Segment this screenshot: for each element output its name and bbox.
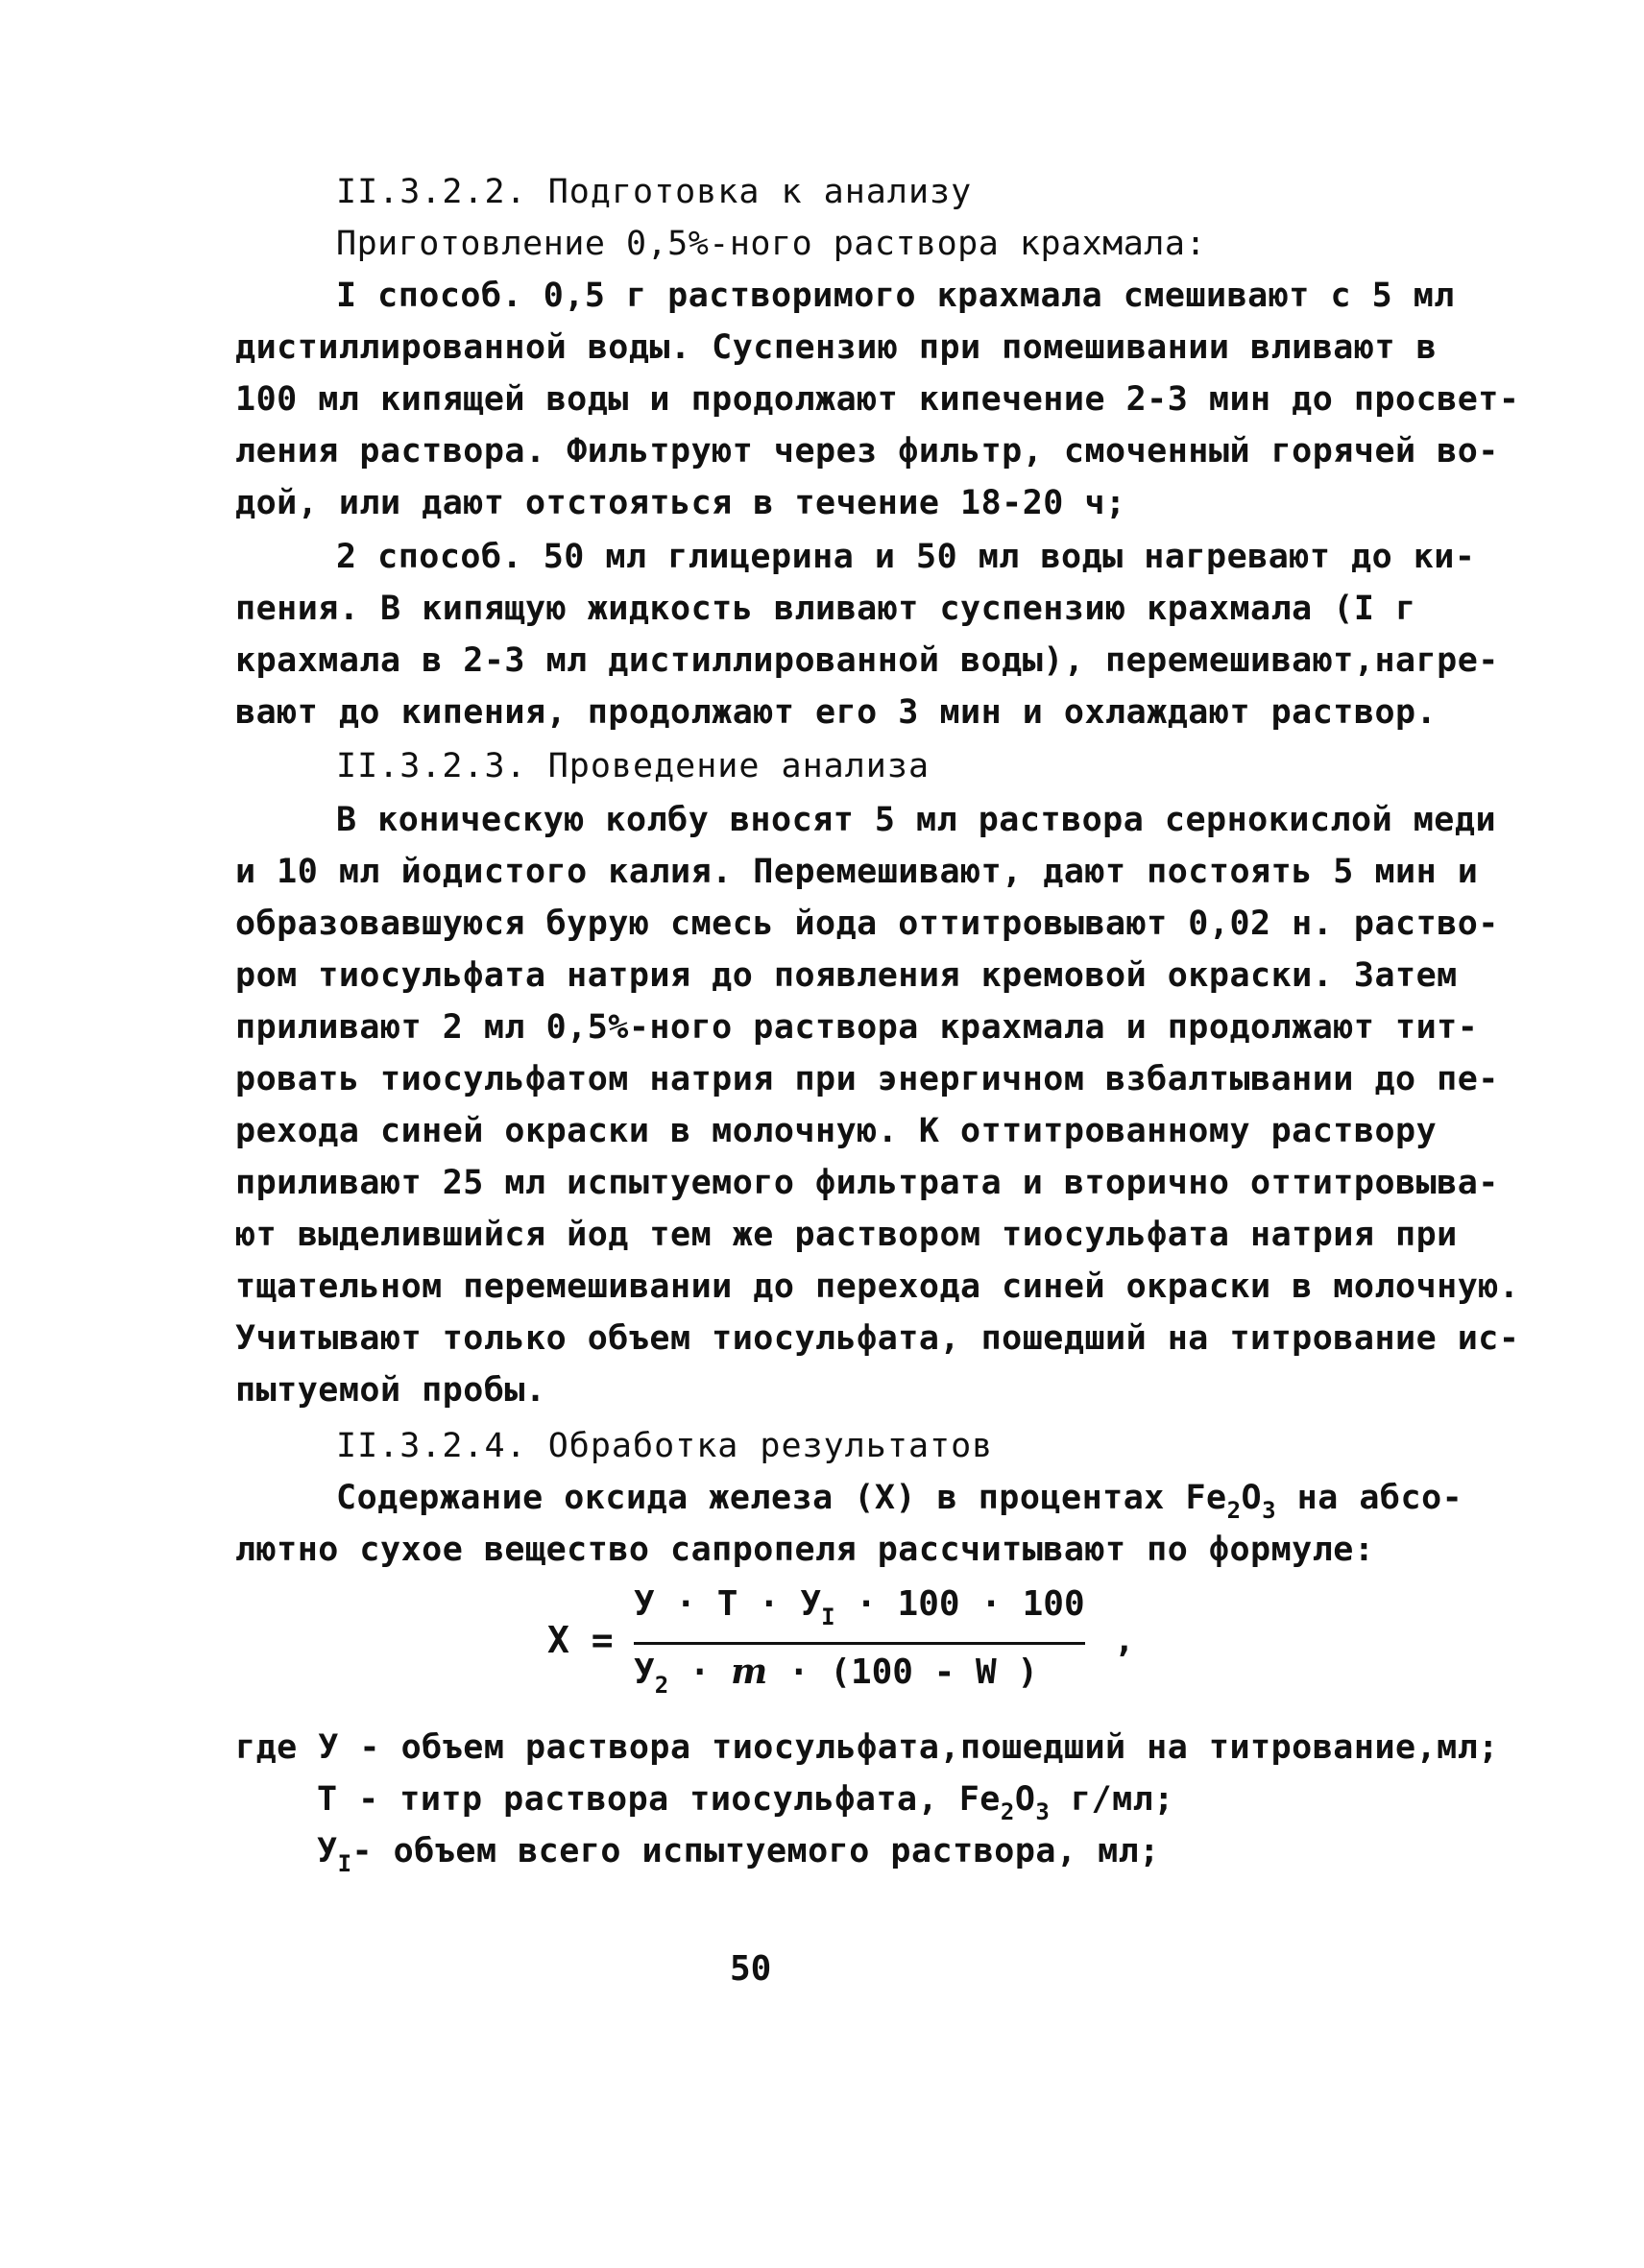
method2-line: пения. В кипящую жидкость вливают суспензию крахмала (I г bbox=[235, 590, 1416, 628]
fraction-bar bbox=[634, 1642, 1085, 1645]
method2-line: крахмала в 2-3 мл дистиллированной воды), перемешивают,нагре- bbox=[235, 641, 1499, 680]
analysis-line: пытуемой пробы. bbox=[235, 1371, 546, 1410]
formula-numerator bbox=[634, 1584, 1085, 1630]
definition-text: г/мл; bbox=[1050, 1780, 1174, 1819]
formula-lhs: X = bbox=[547, 1619, 614, 1661]
starch-solution-subheading: Приготовление 0,5%-ного раствора крахмала: bbox=[336, 225, 1207, 263]
subscript: 3 bbox=[1035, 1798, 1051, 1825]
subscript: 2 bbox=[1000, 1798, 1015, 1825]
section-heading-analysis: II.3.2.3. Проведение анализа bbox=[336, 747, 931, 785]
section-heading-preparation: II.3.2.2. Подготовка к анализу bbox=[336, 173, 973, 211]
analysis-line: ровать тиосульфатом натрия при энергичном взбалтывании до пе- bbox=[235, 1060, 1499, 1098]
results-line bbox=[336, 1479, 1463, 1524]
subscript: 2 bbox=[1226, 1497, 1242, 1524]
method1-line: 100 мл кипящей воды и продолжают кипечение 2-3 мин до просвет- bbox=[235, 380, 1520, 419]
results-line-text: на абсо- bbox=[1276, 1479, 1463, 1517]
method1-line: дой, или дают отстояться в течение 18-20 ч; bbox=[235, 484, 1126, 522]
analysis-line: В коническую колбу вносят 5 мл раствора сернокислой меди bbox=[336, 801, 1497, 839]
method2-line: вают до кипения, продолжают его 3 мин и охлаждают раствор. bbox=[235, 693, 1438, 732]
iron-oxide-formula bbox=[538, 1584, 1152, 1709]
analysis-line: образовавшуюся бурую смесь йода оттитровывают 0,02 н. раство- bbox=[235, 905, 1499, 943]
analysis-line: тщательном перемешивании до перехода синей окраски в молочную. bbox=[235, 1267, 1520, 1306]
formula-part: У · Т · У bbox=[634, 1584, 822, 1624]
page-number: 50 bbox=[730, 1949, 772, 1989]
analysis-line: и 10 мл йодистого калия. Перемешивают, дают постоять 5 мин и bbox=[235, 853, 1479, 891]
definition-line: где У - объем раствора тиосульфата,пошедший на титрование,мл; bbox=[235, 1728, 1499, 1767]
results-line: лютно сухое вещество сапропеля рассчитывают по формуле: bbox=[235, 1531, 1375, 1569]
formula-comma: , bbox=[1114, 1621, 1135, 1660]
subscript: 2 bbox=[654, 1672, 669, 1699]
analysis-line: Учитывают только объем тиосульфата, пошедший на титрование ис- bbox=[235, 1319, 1520, 1358]
subscript: 3 bbox=[1262, 1497, 1277, 1524]
analysis-line: приливают 2 мл 0,5%-ного раствора крахмала и продолжают тит- bbox=[235, 1008, 1479, 1047]
formula-part: · 100 · 100 bbox=[834, 1584, 1085, 1624]
method2-line: 2 способ. 50 мл глицерина и 50 мл воды нагревают до ки- bbox=[336, 538, 1476, 576]
formula-part: · (100 - W ) bbox=[767, 1653, 1039, 1692]
definition-line bbox=[317, 1780, 1174, 1825]
definition-text: У bbox=[317, 1832, 338, 1870]
definition-line bbox=[317, 1832, 1160, 1877]
definition-text: Т - титр раствора тиосульфата, Fe bbox=[317, 1780, 1001, 1819]
subscript: I bbox=[821, 1604, 835, 1630]
analysis-line: рехода синей окраски в молочную. К оттитрованному раствору bbox=[235, 1112, 1438, 1150]
definition-text: O bbox=[1014, 1780, 1036, 1819]
results-line-text: O bbox=[1241, 1479, 1263, 1517]
method1-line: I способ. 0,5 г растворимого крахмала смешивают с 5 мл bbox=[336, 277, 1455, 315]
formula-part: У bbox=[634, 1653, 655, 1692]
section-heading-results: II.3.2.4. Обработка результатов bbox=[336, 1427, 994, 1465]
formula-denominator bbox=[634, 1652, 1039, 1699]
formula-part: · bbox=[668, 1653, 732, 1692]
analysis-line: ром тиосульфата натрия до появления кремовой окраски. Затем bbox=[235, 956, 1458, 995]
analysis-line: приливают 25 мл испытуемого фильтрата и вторично оттитровыва- bbox=[235, 1164, 1499, 1202]
formula-part: m bbox=[731, 1652, 768, 1692]
method1-line: ления раствора. Фильтруют через фильтр, смоченный горячей во- bbox=[235, 432, 1499, 470]
subscript: I bbox=[337, 1850, 352, 1877]
results-line-text: Содержание оксида железа (X) в процентах Fe bbox=[336, 1479, 1227, 1517]
definition-text: - объем всего испытуемого раствора, мл; bbox=[351, 1832, 1160, 1870]
analysis-line: ют выделившийся йод тем же раствором тиосульфата натрия при bbox=[235, 1216, 1458, 1254]
method1-line: дистиллированной воды. Суспензию при помешивании вливают в bbox=[235, 328, 1438, 367]
